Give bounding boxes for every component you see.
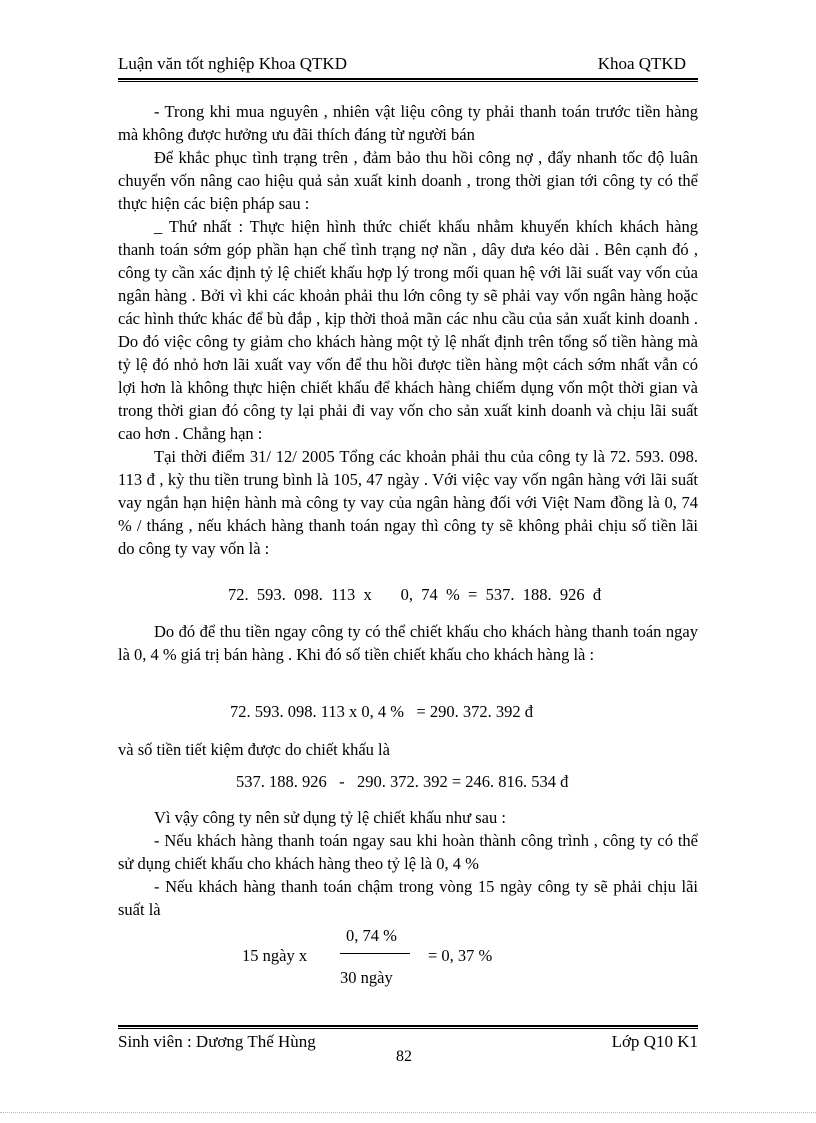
footer-class: Lớp Q10 K1 — [611, 1032, 698, 1051]
fraction-bar — [340, 953, 410, 954]
paragraph-3: _ Thứ nhất : Thực hiện hình thức chiết khấu nhằm khuyến khích khách hàng thanh toán sớm góp phần hạn chế tình trạng nợ nần , dây dưa kéo dài . Bên cạnh đó , công ty cần xác định tỷ lệ chiết khấu hợp lý trong mối quan hệ với lãi suất vay vốn của ngân hàng . Bởi vì khi các khoản phải thu lớn công ty sẽ phải vay vốn ngân hàng hoặc các hình thức khác để bù đắp , kịp thời thoả mãn các nhu cầu của sản xuất kinh doanh . Do đó việc công ty giảm cho khách hàng một tỷ lệ nhất định trên tổng số tiền hàng mà tỷ lệ đó nhỏ hơn lãi xuất vay vốn để thu hồi được tiền hàng một cách sớm nhất vẫn có lợi hơn là không thực hiện chiết khấu để khách hàng chiếm dụng vốn một thời gian và trong thời gian đó công ty lại phải đi vay vốn cho sản xuất kinh doanh và chịu lãi suất cao hơn . Chẳng hạn : — [118, 217, 698, 443]
paragraph-2: Để khắc phục tình trạng trên , đảm bảo thu hồi công nợ , đẩy nhanh tốc độ luân chuyển vốn nâng cao hiệu quả sản xuất kinh doanh , trong thời gian tới công ty có thể thực hiện các biện pháp sau : — [118, 148, 698, 213]
page-number: 82 — [396, 1048, 412, 1065]
interest-fraction — [242, 920, 542, 990]
fraction-result: = 0, 37 % — [428, 946, 493, 965]
paragraph-saving: và số tiền tiết kiệm được do chiết khấu là — [118, 740, 390, 759]
calculation-saving: 537. 188. 926 - 290. 372. 392 = 246. 816. 534 đ — [236, 772, 569, 791]
calculation-discount: 72. 593. 098. 113 x 0, 4 % = 290. 372. 392 đ — [230, 702, 533, 721]
paragraph-recommend: Vì vậy công ty nên sử dụng tỷ lệ chiết khấu như sau : — [154, 808, 506, 827]
header-title: Luận văn tốt nghiệp Khoa QTKD — [118, 54, 347, 73]
body-text-2 — [118, 620, 698, 666]
body-text-3 — [118, 738, 698, 761]
header-rule — [118, 78, 698, 80]
fraction-multiplier: 15 ngày x — [242, 946, 308, 965]
paragraph-option-2: - Nếu khách hàng thanh toán chậm trong vòng 15 ngày công ty sẽ phải chịu lãi suất là — [118, 877, 698, 919]
calculation-interest: 72. 593. 098. 113 x 0, 74 % = 537. 188. 926 đ — [228, 585, 602, 604]
body-text-4 — [118, 806, 698, 921]
fraction-denominator: 30 ngày — [340, 968, 393, 987]
page-edge-divider — [0, 1112, 816, 1113]
fraction-numerator: 0, 74 % — [346, 926, 397, 945]
paragraph-4: Tại thời điểm 31/ 12/ 2005 Tổng các khoản phải thu của công ty là 72. 593. 098. 113 đ , kỳ thu tiền trung bình là 105, 47 ngày . Với việc vay vốn ngân hàng với lãi suất vay ngắn hạn hiện hành mà công ty vay của ngân hàng đối với Việt Nam đồng là 0, 74 % / tháng , nếu khách hàng thanh toán ngay thì công ty sẽ không phải chịu số tiền lãi do công ty vay vốn là : — [118, 447, 698, 558]
header-department: Khoa QTKD — [597, 54, 686, 73]
footer-rule — [118, 1025, 698, 1027]
footer-rule-thin — [118, 1028, 698, 1029]
body-text — [118, 100, 698, 560]
header-rule-thin — [118, 81, 698, 82]
paragraph-1: - Trong khi mua nguyên , nhiên vật liệu công ty phải thanh toán trước tiền hàng mà không được hưởng ưu đãi thích đáng từ người bán — [118, 102, 698, 144]
paragraph-discount: Do đó để thu tiền ngay công ty có thể chiết khấu cho khách hàng thanh toán ngay là 0, 4 % giá trị bán hàng . Khi đó số tiền chiết khấu cho khách hàng là : — [118, 622, 698, 664]
paragraph-option-1: - Nếu khách hàng thanh toán ngay sau khi hoàn thành công trình , công ty có thể sử dụng chiết khấu cho khách hàng theo tỷ lệ là 0, 4 % — [118, 831, 698, 873]
footer-student: Sinh viên : Dương Thế Hùng — [118, 1032, 316, 1051]
page-header — [118, 54, 698, 78]
